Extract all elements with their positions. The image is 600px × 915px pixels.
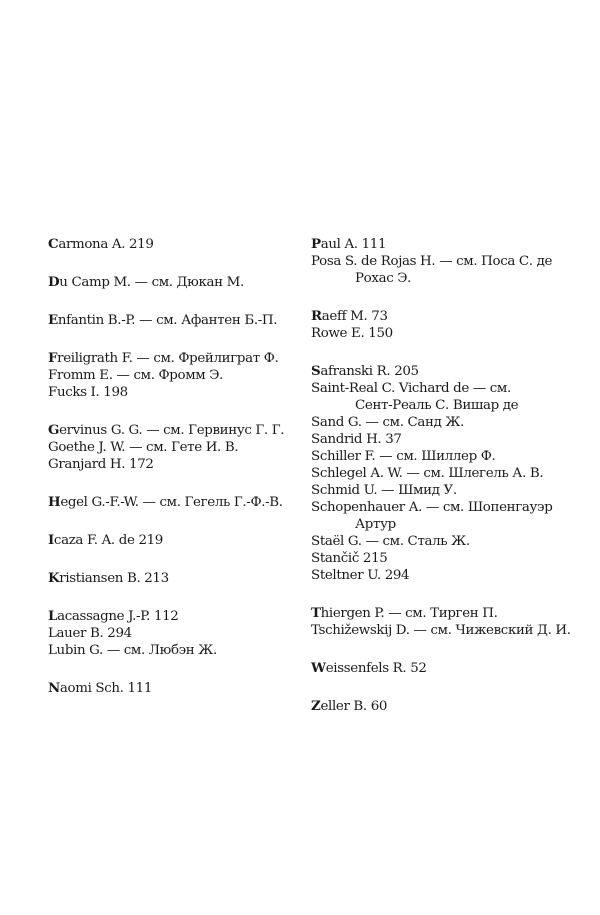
index-letter-group: [48, 680, 293, 697]
index-entry: [48, 274, 293, 291]
entry-text: Lauer B. 294: [48, 626, 132, 641]
entry-text: caza F. A. de 219: [53, 533, 163, 548]
entry-text: Fromm E. — см. Фромм Э.: [48, 368, 224, 383]
index-letter-group: [48, 532, 293, 549]
letter-initial: S: [311, 363, 321, 379]
index-entry: [48, 384, 293, 401]
index-letter-group: [311, 236, 576, 287]
index-entry-continuation: [311, 397, 576, 414]
entry-text: afranski R. 205: [320, 364, 419, 379]
entry-text: u Camp M. — см. Дюкан М.: [59, 275, 244, 290]
index-column-right: [311, 236, 576, 736]
index-letter-group: [311, 660, 576, 677]
index-entry: [311, 482, 576, 499]
index-entry: [311, 414, 576, 431]
entry-text: aul A. 111: [320, 237, 387, 252]
index-letter-group: [48, 312, 293, 329]
entry-text: Сент-Реаль С. Вишар де: [355, 398, 519, 413]
entry-text: Schopenhauer A. — см. Шопенгауэр: [311, 500, 553, 515]
index-entry: [48, 642, 293, 659]
index-entry: [48, 625, 293, 642]
index-letter-group: [48, 274, 293, 291]
letter-initial: F: [48, 350, 58, 366]
letter-initial: I: [48, 532, 54, 548]
entry-text: Posa S. de Rojas H. — см. Поса С. де: [311, 254, 553, 269]
entry-text: Schmid U. — Шмид У.: [311, 483, 457, 498]
letter-initial: P: [311, 236, 321, 252]
entry-text: Sand G. — см. Санд Ж.: [311, 415, 465, 430]
entry-text: Tschižewskij D. — см. Чижевский Д. И.: [311, 623, 571, 638]
index-entry: [48, 456, 293, 473]
entry-text: egel G.-F.-W. — см. Гегель Г.-Ф.-В.: [60, 495, 283, 510]
letter-initial: H: [48, 494, 61, 510]
index-entry: [48, 570, 293, 587]
index-letter-group: [311, 605, 576, 639]
entry-text: eller B. 60: [320, 699, 388, 714]
entry-text: Sandrid H. 37: [311, 432, 402, 447]
letter-initial: K: [48, 570, 60, 586]
entry-text: Rowe E. 150: [311, 326, 393, 341]
index-letter-group: [48, 608, 293, 659]
entry-text: Saint-Real C. Vichard de — см.: [311, 381, 511, 396]
letter-initial: Z: [311, 698, 321, 714]
index-entry: [311, 236, 576, 253]
index-entry: [311, 363, 576, 380]
entry-text: Granjard H. 172: [48, 457, 154, 472]
index-letter-group: [311, 363, 576, 584]
index-entry: [48, 439, 293, 456]
index-entry: [311, 567, 576, 584]
index-entry: [48, 236, 293, 253]
entry-text: aomi Sch. 111: [59, 681, 152, 696]
index-entry: [48, 367, 293, 384]
entry-text: Schlegel A. W. — см. Шлегель А. В.: [311, 466, 544, 481]
index-entry: [311, 605, 576, 622]
index-entry: [311, 550, 576, 567]
index-entry: [48, 608, 293, 625]
index-entry: [311, 448, 576, 465]
entry-text: Goethe J. W. — см. Гете И. В.: [48, 440, 239, 455]
entry-text: eissenfels R. 52: [325, 661, 427, 676]
index-letter-group: [48, 494, 293, 511]
letter-initial: C: [48, 236, 59, 252]
index-entry: [48, 422, 293, 439]
index-entry: [48, 312, 293, 329]
entry-text: armona A. 219: [58, 237, 154, 252]
index-entry-continuation: [311, 516, 576, 533]
index-entry-continuation: [311, 270, 576, 287]
entry-text: Schiller F. — см. Шиллер Ф.: [311, 449, 496, 464]
index-letter-group: [311, 698, 576, 715]
index-entry: [48, 680, 293, 697]
entry-text: Lubin G. — см. Любэн Ж.: [48, 643, 217, 658]
index-entry: [311, 253, 576, 270]
index-entry: [311, 698, 576, 715]
letter-initial: G: [48, 422, 60, 438]
index-column-left: [48, 236, 293, 718]
entry-text: Steltner U. 294: [311, 568, 410, 583]
letter-initial: R: [311, 308, 322, 324]
index-entry: [311, 660, 576, 677]
index-entry: [48, 532, 293, 549]
index-entry: [311, 431, 576, 448]
index-entry: [48, 494, 293, 511]
index-letter-group: [48, 422, 293, 473]
letter-initial: D: [48, 274, 60, 290]
letter-initial: N: [48, 680, 60, 696]
index-entry: [48, 350, 293, 367]
entry-text: ervinus G. G. — см. Гервинус Г. Г.: [59, 423, 285, 438]
index-entry: [311, 465, 576, 482]
letter-initial: L: [48, 608, 58, 624]
entry-text: Stančič 215: [311, 551, 388, 566]
entry-text: acassagne J.-P. 112: [57, 609, 179, 624]
entry-text: aeff M. 73: [321, 309, 388, 324]
entry-text: Рохас Э.: [355, 271, 412, 286]
entry-text: Staël G. — см. Сталь Ж.: [311, 534, 470, 549]
letter-initial: W: [311, 660, 326, 676]
index-letter-group: [48, 236, 293, 253]
entry-text: Артур: [355, 517, 396, 532]
index-letter-group: [48, 350, 293, 401]
entry-text: nfantin B.-P. — см. Афантен Б.-П.: [57, 313, 278, 328]
letter-initial: E: [48, 312, 58, 328]
index-letter-group: [48, 570, 293, 587]
index-entry: [311, 533, 576, 550]
index-entry: [311, 499, 576, 516]
letter-initial: T: [311, 605, 321, 621]
index-entry: [311, 380, 576, 397]
entry-text: reiligrath F. — см. Фрейлиграт Ф.: [57, 351, 279, 366]
index-entry: [311, 308, 576, 325]
entry-text: hiergen P. — см. Тирген П.: [320, 606, 498, 621]
index-entry: [311, 325, 576, 342]
index-entry: [311, 622, 576, 639]
entry-text: ristiansen B. 213: [59, 571, 169, 586]
index-letter-group: [311, 308, 576, 342]
entry-text: Fucks I. 198: [48, 385, 128, 400]
